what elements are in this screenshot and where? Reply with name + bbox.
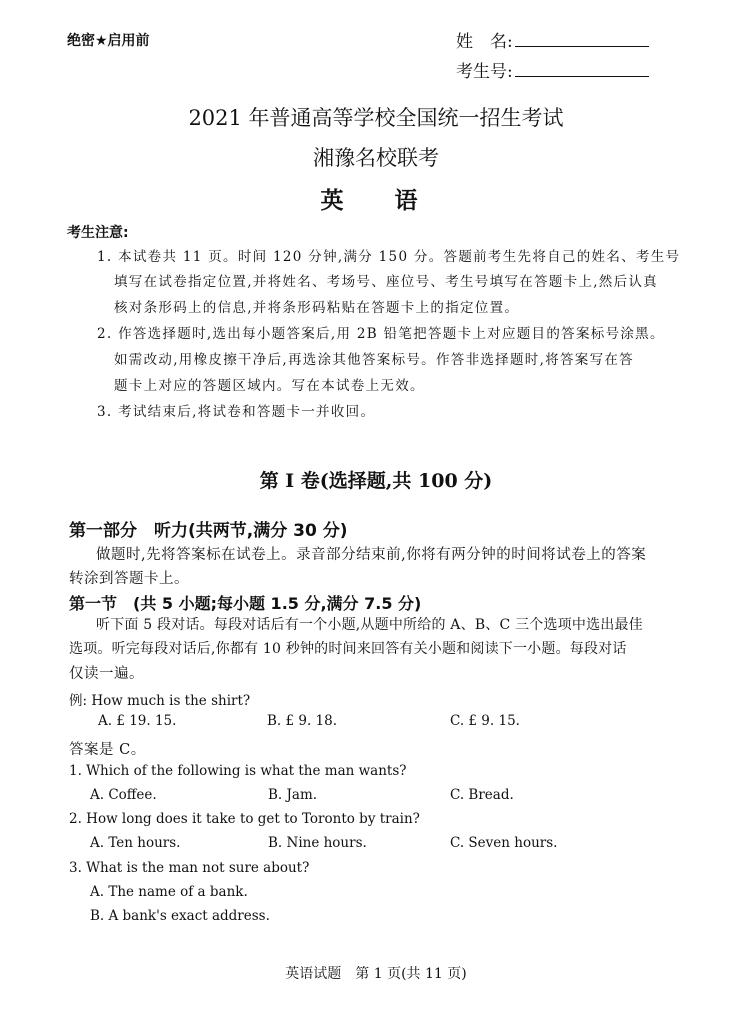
- question-stem: 2. How long does it take to get to Toronto by train?: [69, 811, 420, 827]
- notice-line: 1. 本试卷共 11 页。时间 120 分钟,满分 150 分。答题前考生先将自己的姓名、考生号: [97, 249, 681, 265]
- subject-title: 英 语: [320, 187, 432, 214]
- question-option-b: B. Jam.: [268, 787, 318, 803]
- confidential-label: 绝密★启用前: [67, 33, 150, 49]
- exam-number-blank: [515, 62, 649, 77]
- section-intro: 选项。听完每段对话后,你都有 10 秒钟的时间来回答有关小题和阅读下一小题。每段对话: [69, 641, 627, 657]
- notice-line: 如需改动,用橡皮擦干净后,再选涂其他答案标号。作答非选择题时,将答案写在答: [114, 352, 634, 368]
- question-option-b: B. A bank's exact address.: [90, 908, 270, 924]
- question-stem: 3. What is the man not sure about?: [69, 860, 310, 876]
- exam-number-field: [456, 57, 649, 82]
- section-intro: 仅读一遍。: [69, 666, 144, 682]
- exam-number-label: 考生号:: [456, 62, 513, 82]
- notice-heading: 考生注意:: [67, 225, 129, 241]
- question-option-c: C. Seven hours.: [450, 835, 558, 851]
- question-option-a: A. Coffee.: [90, 787, 157, 803]
- exam-subtitle: 湘豫名校联考: [313, 146, 439, 170]
- example-answer: 答案是 C。: [69, 742, 146, 758]
- notice-line: 填写在试卷指定位置,并将姓名、考场号、座位号、考生号填写在答题卡上,然后认真: [114, 274, 658, 290]
- question-option-a: A. The name of a bank.: [90, 884, 248, 900]
- name-field: [456, 27, 649, 52]
- part-title: 第一部分 听力(共两节,满分 30 分): [69, 521, 348, 541]
- example-option-a: A. £ 19. 15.: [98, 713, 177, 729]
- notice-line: 2. 作答选择题时,选出每小题答案后,用 2B 铅笔把答题卡上对应题目的答案标号涂黑。: [97, 326, 665, 342]
- part-intro: 转涂到答题卡上。: [69, 571, 189, 587]
- notice-line: 题卡上对应的答题区域内。写在本试卷上无效。: [114, 378, 425, 394]
- part-intro: 做题时,先将答案标在试卷上。录音部分结束前,你将有两分钟的时间将试卷上的答案: [96, 547, 647, 563]
- name-blank: [515, 32, 649, 47]
- question-option-b: B. Nine hours.: [268, 835, 367, 851]
- page-footer: 英语试题 第 1 页(共 11 页): [285, 966, 467, 982]
- question-option-a: A. Ten hours.: [90, 835, 181, 851]
- example-option-c: C. £ 9. 15.: [450, 713, 520, 729]
- exam-title: 2021 年普通高等学校全国统一招生考试: [188, 106, 564, 130]
- notice-line: 核对条形码上的信息,并将条形码粘贴在答题卡上的指定位置。: [114, 300, 520, 316]
- example-option-b: B. £ 9. 18.: [267, 713, 338, 729]
- notice-line: 3. 考试结束后,将试卷和答题卡一并收回。: [97, 404, 376, 420]
- section-title: 第一节 (共 5 小题;每小题 1.5 分,满分 7.5 分): [69, 594, 422, 613]
- question-stem: 1. Which of the following is what the man wants?: [69, 763, 407, 779]
- volume-title: 第 I 卷(选择题,共 100 分): [259, 470, 493, 492]
- example-question: 例: How much is the shirt?: [69, 693, 251, 709]
- section-intro: 听下面 5 段对话。每段对话后有一个小题,从题中所给的 A、B、C 三个选项中选出最佳: [96, 617, 643, 633]
- question-option-c: C. Bread.: [450, 787, 514, 803]
- name-label: 姓 名:: [456, 32, 513, 52]
